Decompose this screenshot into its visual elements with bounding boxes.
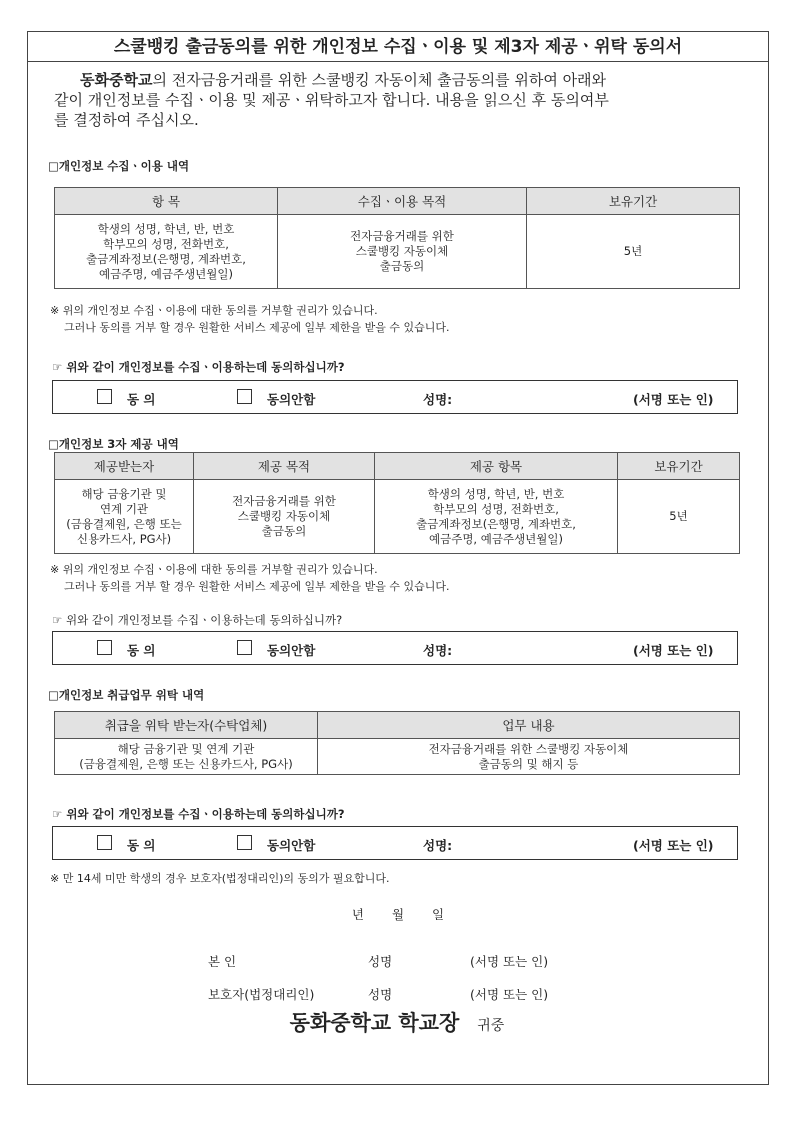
principal-suffix: 귀중 xyxy=(477,1018,505,1034)
cell-line: 해당 금융기관 및 연계 기관 xyxy=(117,741,255,756)
section2-question: ☞ 위와 같이 개인정보를 수집ㆍ이용하는데 동의하십니까? xyxy=(52,613,343,627)
signature-guardian-role: 보호자(법정대리인) xyxy=(208,987,315,1002)
note-line: 그러나 동의를 거부 할 경우 원활한 서비스 제공에 일부 제한을 받을 수 있습니다. xyxy=(64,321,450,334)
cell-line: 전자금융거래를 위한 스쿨뱅킹 자동이체 xyxy=(428,741,629,756)
work-cell xyxy=(318,739,740,775)
principal-name: 동화중학교 학교장 xyxy=(289,1011,460,1035)
signature-self-name: 성명 xyxy=(368,954,393,969)
outsourcing-table xyxy=(54,711,740,775)
section2-note xyxy=(50,561,450,595)
name-label: 성명: xyxy=(423,392,453,407)
disagree-label: 동의안함 xyxy=(267,392,316,407)
col-header: 제공받는자 xyxy=(55,453,194,480)
cell-line: 학생의 성명, 학년, 반, 번호 xyxy=(427,486,565,501)
minor-note: ※ 만 14세 미만 학생의 경우 보호자(법정대리인)의 동의가 필요합니다. xyxy=(50,872,390,885)
col-header: 항 목 xyxy=(55,188,278,215)
cell-line: 스쿨뱅킹 자동이체 xyxy=(355,244,449,258)
disagree-checkbox[interactable] xyxy=(237,389,252,404)
col-header: 제공 목적 xyxy=(194,453,375,480)
recipient-cell xyxy=(55,480,194,554)
date-day: 일 xyxy=(432,907,445,922)
section2-heading: □개인정보 3자 제공 내역 xyxy=(48,437,179,451)
date-year: 년 xyxy=(351,907,364,922)
date-line xyxy=(28,905,768,923)
cell-line: 전자금융거래를 위한 xyxy=(350,229,454,243)
addressee xyxy=(0,1007,794,1037)
note-line: ※ 위의 개인정보 수집ㆍ이용에 대한 동의를 거부할 권리가 있습니다. xyxy=(50,563,378,576)
intro-line-1: 의 전자금융거래를 위한 스쿨뱅킹 자동이체 출금동의를 위하여 아래와 xyxy=(152,71,607,89)
cell-line: 출금동의 및 해지 등 xyxy=(478,756,579,771)
agree-label: 동 의 xyxy=(127,838,156,853)
disagree-checkbox[interactable] xyxy=(237,835,252,850)
signature-self-sign: (서명 또는 인) xyxy=(470,954,549,969)
note-line: 그러나 동의를 거부 할 경우 원활한 서비스 제공에 일부 제한을 받을 수 있습니다. xyxy=(64,580,450,593)
cell-line: 학부모의 성명, 전화번호, xyxy=(103,236,229,251)
section1-heading: □개인정보 수집ㆍ이용 내역 xyxy=(48,159,190,173)
consent-row-3 xyxy=(52,826,738,860)
consent-form xyxy=(27,31,769,1085)
signature-guardian-name: 성명 xyxy=(368,987,393,1002)
purpose-cell xyxy=(194,480,375,554)
cell-line: 학생의 성명, 학년, 반, 번호 xyxy=(97,221,235,236)
intro-line-2: 같이 개인정보를 수집ㆍ이용 및 제공ㆍ위탁하고자 합니다. 내용을 읽으신 후 동의여부 xyxy=(54,91,609,109)
name-label: 성명: xyxy=(423,643,453,658)
col-header: 보유기간 xyxy=(527,188,740,215)
sign-label: (서명 또는 인) xyxy=(633,643,714,658)
agree-label: 동 의 xyxy=(127,643,156,658)
cell-line: 해당 금융기관 및 xyxy=(81,486,167,501)
consent-row-2 xyxy=(52,631,738,665)
cell-line: 스쿨뱅킹 자동이체 xyxy=(237,509,331,523)
cell-line: 신용카드사, PG사) xyxy=(76,531,172,546)
period-cell: 5년 xyxy=(527,215,740,289)
cell-line: 예금주명, 예금주생년월일) xyxy=(99,266,233,281)
cell-line: (금융결제원, 은행 또는 xyxy=(66,516,182,531)
items-cell xyxy=(375,480,618,554)
cell-line: 출금동의 xyxy=(261,524,307,538)
agree-checkbox[interactable] xyxy=(97,640,112,655)
intro-line-3: 를 결정하여 주십시오. xyxy=(54,111,199,129)
col-header: 보유기간 xyxy=(618,453,740,480)
col-header: 취급을 위탁 받는자(수탁업체) xyxy=(55,712,318,739)
purpose-cell xyxy=(278,215,527,289)
cell-line: 학부모의 성명, 전화번호, xyxy=(433,501,559,516)
cell-line: 출금동의 xyxy=(379,259,425,273)
period-cell: 5년 xyxy=(618,480,740,554)
sign-label: (서명 또는 인) xyxy=(633,838,714,853)
section3-heading: □개인정보 취급업무 위탁 내역 xyxy=(48,688,205,702)
trustee-cell xyxy=(55,739,318,775)
section1-question: ☞ 위와 같이 개인정보를 수집ㆍ이용하는데 동의하십니까? xyxy=(52,360,345,374)
agree-checkbox[interactable] xyxy=(97,389,112,404)
cell-line: 출금계좌정보(은행명, 계좌번호, xyxy=(416,516,576,531)
col-header: 수집ㆍ이용 목적 xyxy=(278,188,527,215)
signature-self-role: 본 인 xyxy=(208,954,237,969)
school-name: 동화중학교 xyxy=(80,71,153,89)
items-cell xyxy=(55,215,278,289)
form-title: 스쿨뱅킹 출금동의를 위한 개인정보 수집ㆍ이용 및 제3자 제공ㆍ위탁 동의서 xyxy=(28,32,768,62)
collection-table xyxy=(54,187,740,289)
date-month: 월 xyxy=(391,907,405,922)
disagree-checkbox[interactable] xyxy=(237,640,252,655)
sign-label: (서명 또는 인) xyxy=(633,392,714,407)
section3-question: ☞ 위와 같이 개인정보를 수집ㆍ이용하는데 동의하십니까? xyxy=(52,807,345,821)
section1-note xyxy=(50,302,450,336)
agree-checkbox[interactable] xyxy=(97,835,112,850)
third-party-table xyxy=(54,452,740,554)
cell-line: (금융결제원, 은행 또는 신용카드사, PG사) xyxy=(79,756,293,771)
cell-line: 예금주명, 예금주생년월일) xyxy=(429,531,563,546)
name-label: 성명: xyxy=(423,838,453,853)
agree-label: 동 의 xyxy=(127,392,156,407)
cell-line: 출금계좌정보(은행명, 계좌번호, xyxy=(86,251,246,266)
disagree-label: 동의안함 xyxy=(267,838,316,853)
col-header: 업무 내용 xyxy=(318,712,740,739)
intro-paragraph xyxy=(54,70,674,130)
cell-line: 연계 기관 xyxy=(99,501,149,516)
note-line: ※ 위의 개인정보 수집ㆍ이용에 대한 동의를 거부할 권리가 있습니다. xyxy=(50,304,378,317)
col-header: 제공 항목 xyxy=(375,453,618,480)
disagree-label: 동의안함 xyxy=(267,643,316,658)
signature-guardian-sign: (서명 또는 인) xyxy=(470,987,549,1002)
cell-line: 전자금융거래를 위한 xyxy=(232,494,336,508)
consent-row-1 xyxy=(52,380,738,414)
